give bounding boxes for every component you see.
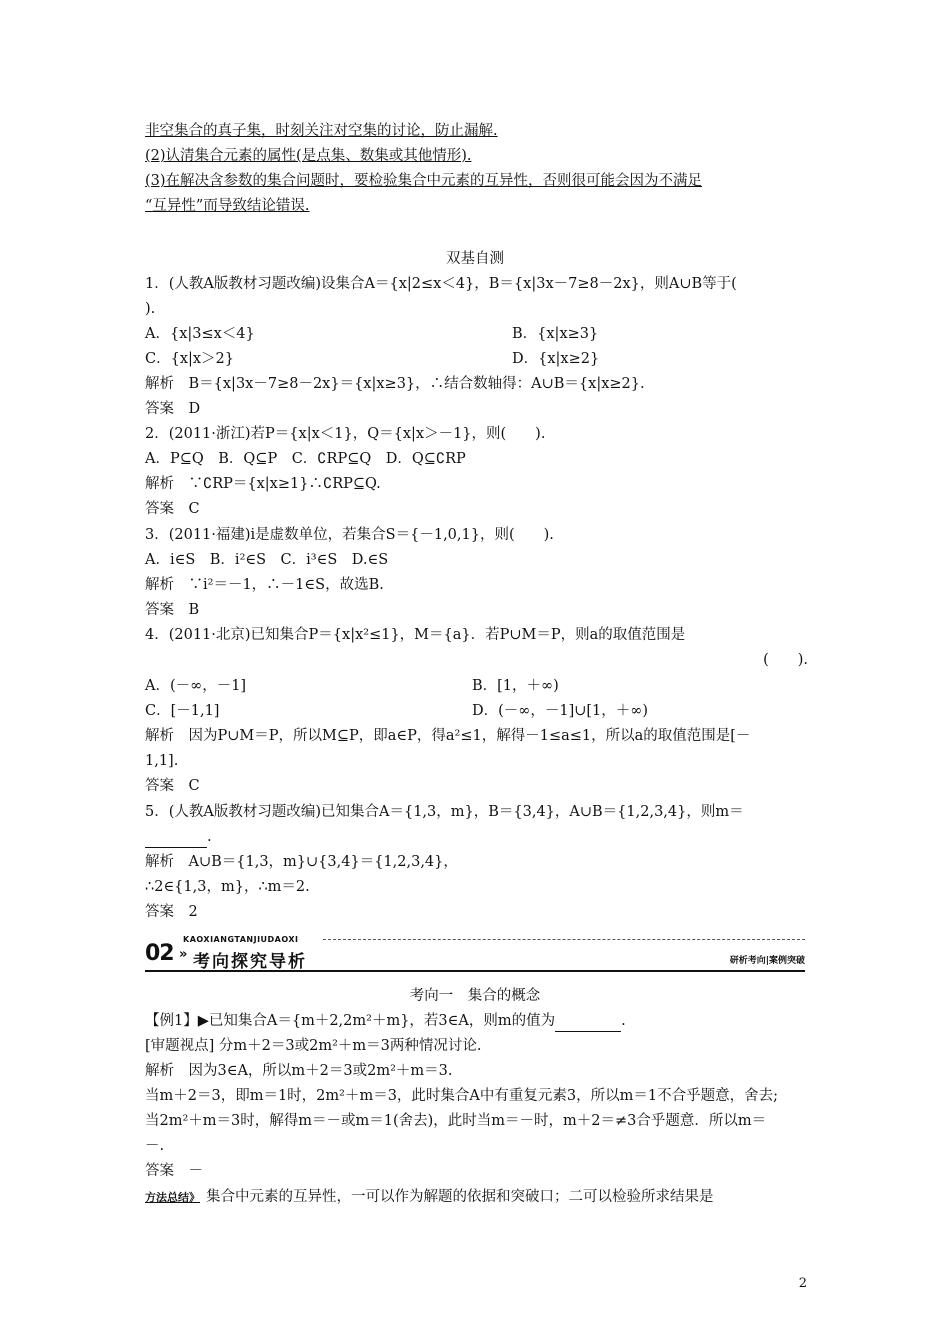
q2-answer: 答案 C <box>145 501 200 517</box>
q5-stem-end <box>145 826 212 848</box>
note-line-3: (3)在解决含参数的集合问题时，要检验集合中元素的互异性，否则很可能会因为不满足 <box>145 173 703 189</box>
section-banner <box>145 935 805 973</box>
q5-stem: 5．(人教A版教材习题改编)已知集合A＝{1,3，m}，B＝{3,4}，A∪B＝{1,2,3,4}，则m＝ <box>145 804 744 820</box>
q4-analysis-cont: 1,1]. <box>145 753 179 769</box>
q1-stem: 1．(人教A版教材习题改编)设集合A＝{x|2≤x＜4}，B＝{x|3x－7≥8－2x}，则A∪B等于( <box>145 276 737 292</box>
q1-option-d: D．{x|x≥2} <box>512 351 600 367</box>
method-summary-text: 集合中元素的互异性，一可以作为解题的依据和突破口；二可以检验所求结果是 <box>206 1189 714 1205</box>
q1-option-c: C．{x|x＞2} <box>145 351 235 367</box>
q1-answer: 答案 D <box>145 401 201 417</box>
method-summary-tag: 方法总结》 <box>145 1191 200 1204</box>
example-analysis-3: 当2m²＋m＝3时，解得m＝－或m＝1(舍去)，此时当m＝－时，m＋2＝≠3合乎题意．所以m＝ <box>145 1113 767 1129</box>
q4-analysis: 解析 因为P∪M＝P，所以M⊆P，即a∈P，得a²≤1，解得－1≤a≤1，所以a的取值范围是[－ <box>145 728 751 744</box>
review-viewpoint: [审题视点] 分m＋2＝3或2m²＋m＝3两种情况讨论. <box>145 1038 482 1054</box>
q3-options: A．i∈S B．i²∈S C．i³∈S D.∈S <box>145 552 389 568</box>
example-analysis-4: －. <box>145 1138 165 1154</box>
q5-analysis: 解析 A∪B＝{1,3，m}∪{3,4}＝{1,2,3,4}， <box>145 854 458 870</box>
q5-answer-blank <box>145 833 207 848</box>
topic-heading: 考向一 集合的概念 <box>409 988 541 1004</box>
q4-option-d: D．(－∞，－1]∪[1，＋∞) <box>472 703 649 719</box>
q4-stem: 4．(2011·北京)已知集合P＝{x|x²≤1}，M＝{a}．若P∪M＝P，则a的取值范围是 <box>145 627 686 643</box>
banner-rule <box>145 970 805 972</box>
page-number: 2 <box>798 1276 807 1291</box>
section-title: 考向探究导析 <box>193 952 307 972</box>
q2-stem: 2．(2011·浙江)若P＝{x|x＜1}，Q＝{x|x＞－1}，则( ). <box>145 426 546 442</box>
q4-answer: 答案 C <box>145 778 200 794</box>
q1-analysis: 解析 B＝{x|3x－7≥8－2x}＝{x|x≥3}，∴结合数轴得：A∪B＝{x|x≥2}. <box>145 376 645 392</box>
q3-stem: 3．(2011·福建)i是虚数单位，若集合S＝{－1,0,1}，则( ). <box>145 527 554 543</box>
example-answer-blank <box>555 1017 621 1032</box>
q4-option-a: A．(－∞，－1] <box>145 678 247 694</box>
example-answer: 答案 － <box>145 1163 203 1179</box>
section-number: 02 <box>145 941 174 966</box>
q1-option-b: B．{x|x≥3} <box>512 326 599 342</box>
self-test-heading: 双基自测 <box>446 251 504 267</box>
example-1-stem: 【例1】▶已知集合A＝{m＋2,2m²＋m}，若3∈A，则m的值为 <box>145 1013 556 1029</box>
example-analysis-2: 当m＋2＝3，即m＝1时，2m²＋m＝3，此时集合A中有重复元素3，所以m＝1不合乎题意，舍去; <box>145 1088 778 1104</box>
section-tag: 研析考向|案例突破 <box>729 956 805 966</box>
example-1 <box>145 1010 626 1032</box>
q4-paren: ( ). <box>763 652 808 668</box>
method-summary <box>145 1186 714 1209</box>
q1-stem-end: ). <box>145 301 156 317</box>
q3-answer: 答案 B <box>145 602 200 618</box>
note-line-4: “互异性”而导致结论错误. <box>145 198 310 214</box>
note-line-1: 非空集合的真子集，时刻关注对空集的讨论，防止漏解. <box>145 123 498 139</box>
q2-options: A．P⊆Q B．Q⊆P C．∁RP⊆Q D．Q⊆∁RP <box>145 451 466 467</box>
q5-answer: 答案 2 <box>145 904 198 920</box>
q5-analysis-cont: ∴2∈{1,3，m}，∴m＝2. <box>145 879 310 895</box>
q5-stem-period: . <box>207 829 212 845</box>
section-pinyin: KAOXIANGTANJIUDAOXI <box>183 935 299 944</box>
example-analysis-1: 解析 因为3∈A，所以m＋2＝3或2m²＋m＝3. <box>145 1063 453 1079</box>
example-1-period: . <box>621 1013 626 1029</box>
q4-option-b: B．[1，＋∞) <box>472 678 559 694</box>
q2-analysis: 解析 ∵∁RP＝{x|x≥1}∴∁RP⊆Q. <box>145 476 381 492</box>
q4-option-c: C．[－1,1] <box>145 703 220 719</box>
note-line-2: (2)认清集合元素的属性(是点集、数集或其他情形). <box>145 148 472 164</box>
double-chevron-icon: » <box>179 947 188 962</box>
q1-option-a: A．{x|3≤x＜4} <box>145 326 255 342</box>
banner-dashed-line <box>323 939 805 940</box>
q3-analysis: 解析 ∵i²＝－1，∴－1∈S，故选B. <box>145 577 384 593</box>
